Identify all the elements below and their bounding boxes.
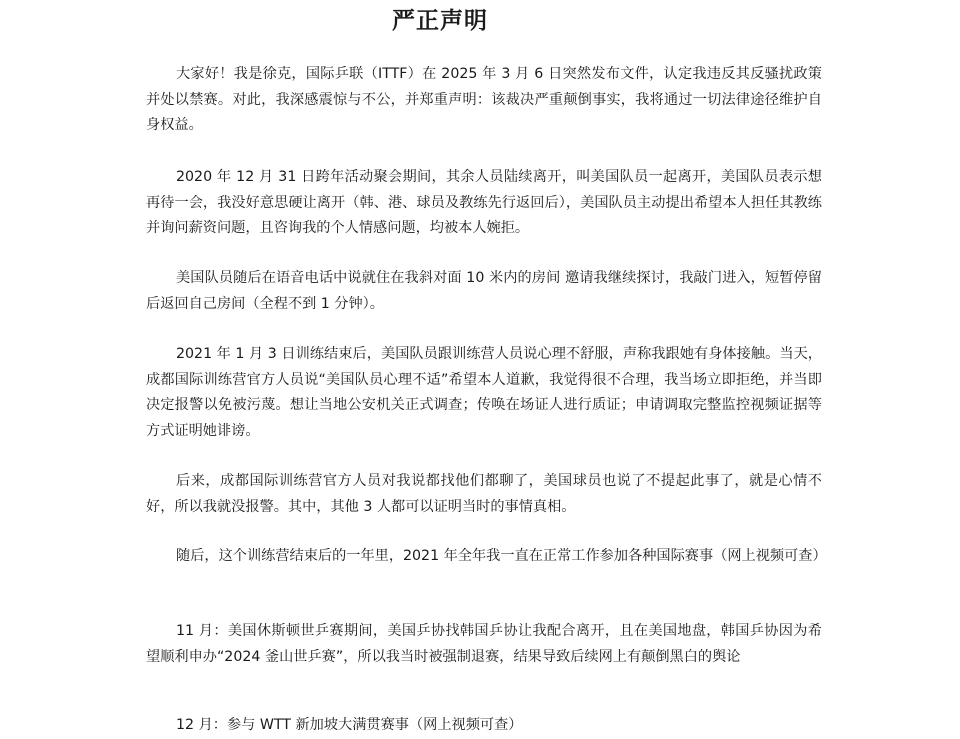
paragraph-intro: 大家好！我是徐克，国际乒联（ITTF）在 2025 年 3 月 6 日突然发布文件，认定我违反其反骚扰政策并处以禁赛。对此，我深感震惊与不公，并郑重声明：该裁决严重颠倒事实，我将通过一切法律途径维护自身权益。: [146, 66, 822, 133]
document-title: 严正声明: [392, 8, 488, 34]
paragraph-november: 11 月：美国休斯顿世乒赛期间，美国乒协找韩国乒协让我配合离开，且在美国地盘，韩国乒协因为希望顺利申办“2024 釜山世乒赛”，所以我当时被强制退赛，结果导致后续网上有颠倒黑白的舆论: [146, 623, 822, 665]
paragraph-2020-party: 2020 年 12 月 31 日跨年活动聚会期间，其余人员陆续离开，叫美国队员一起离开，美国队员表示想再待一会，我没好意思硬让离开（韩、港、球员及教练先行返回后），美国队员主动提出希望本人担任其教练并询问薪资问题，且咨询我的个人情感问题，均被本人婉拒。: [146, 169, 822, 236]
paragraph-later: 后来，成都国际训练营官方人员对我说都找他们都聊了，美国球员也说了不提起此事了，就是心情不好，所以我就没报警。其中，其他 3 人都可以证明当时的事情真相。: [146, 473, 822, 515]
paragraph-following-year: 随后，这个训练营结束后的一年里，2021 年全年我一直在正常工作参加各种国际赛事（网上视频可查）: [176, 548, 827, 564]
paragraph-phone-call: 美国队员随后在语音电话中说就住在我斜对面 10 米内的房间 邀请我继续探讨，我敲门进入，短暂停留后返回自己房间（全程不到 1 分钟）。: [146, 270, 822, 312]
paragraph-2021-training: 2021 年 1 月 3 日训练结束后，美国队员跟训练营人员说心理不舒服，声称我跟她有身体接触。当天，成都国际训练营官方人员说“美国队员心理不适”希望本人道歉，我觉得很不合理，我当场立即拒绝，并当即决定报警以免被污蔑。想让当地公安机关正式调查；传唤在场证人进行质证；申请调取完整监控视频证据等方式证明她诽谤。: [146, 346, 822, 439]
paragraph-december: 12 月：参与 WTT 新加坡大满贯赛事（网上视频可查）: [176, 717, 523, 733]
